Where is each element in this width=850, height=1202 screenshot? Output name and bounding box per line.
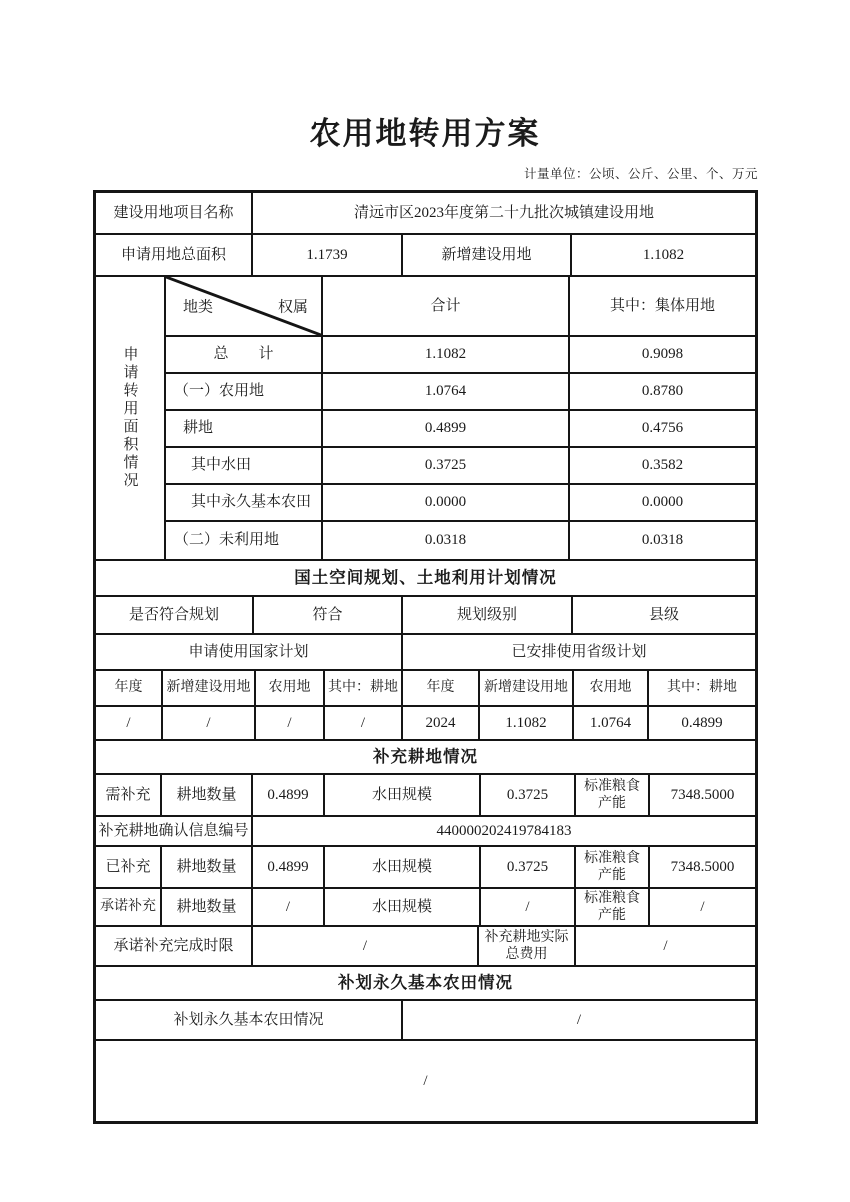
plan-year-values-row [96,707,755,741]
cultivated-header: 其中：耕地 [667,680,737,696]
confirmation-label: 补充耕地确认信息编号 [96,817,253,845]
row-total: 0.4899 [323,411,570,446]
transfer-side-label: 申请转用面积情况 [96,277,166,559]
row-label: 耕地 [166,411,323,446]
col-header-collective: 其中：集体用地 [609,297,715,314]
year-header: 年度 [96,671,163,705]
compliance-label: 是否符合规划 [96,597,254,633]
transfer-table [166,277,755,559]
diag-label-ownership: 权属 [277,299,308,316]
total-area-value: 1.1739 [253,235,403,275]
unit-note: 计量单位：公顷、公斤、公里、个、万元 [523,167,758,181]
year-header: 年度 [403,671,480,705]
row-total: 0.0318 [323,522,570,559]
row-total: 1.0764 [323,374,570,409]
deadline-label: 承诺补充完成时限 [96,927,253,965]
project-name-value: 清远市区2023年度第二十九批次城镇建设用地 [353,204,654,221]
project-name-label: 建设用地项目名称 [96,193,253,233]
transfer-row-unused [166,522,755,559]
row-collective: 0.9098 [641,346,684,363]
plan-level-value: 县级 [648,606,679,623]
paddy-value: 0.3725 [481,847,576,887]
plan-level-label: 规划级别 [403,597,573,633]
transfer-header-row [166,277,755,337]
transfer-row-cultivated [166,411,755,448]
transfer-row-grand-total [166,337,755,374]
new-construction-value: 1.1082 [642,246,685,263]
transfer-row-farmland [166,374,755,411]
capacity-label: 标准粮食产能 [576,775,650,815]
cultivated-header: 其中：耕地 [325,671,403,705]
row-name: 需补充 [96,775,162,815]
row-collective: 0.3582 [641,457,684,474]
cost-value: / [663,937,668,954]
row-label: 其中永久基本农田 [166,485,323,520]
supplement-completed-row [96,847,755,889]
capacity-value: 7348.5000 [670,858,735,875]
transfer-row-basic-farmland [166,485,755,522]
row-total: 0.3725 [323,448,570,483]
row-collective: 0.8780 [641,383,684,400]
farmland-header: 农用地 [256,671,325,705]
confirmation-number-row [96,817,755,847]
transfer-area-section [96,277,755,561]
planning-section-header-row [96,561,755,597]
supplement-needed-row [96,775,755,817]
new-construction-header: 新增建设用地 [480,671,574,705]
qty-value: 0.4899 [253,775,325,815]
capacity-value: / [700,898,705,915]
total-area-row [96,235,755,277]
compliance-row [96,597,755,635]
page-title: 农用地转用方案 [309,116,541,151]
cost-label: 补充耕地实际总费用 [479,927,576,965]
project-name-row [96,193,755,235]
supplement-section-header-row [96,741,755,775]
row-label: 其中水田 [166,448,323,483]
row-total: 1.1082 [323,337,570,372]
qty-value: / [253,889,325,925]
paddy-label: 水田规模 [325,847,481,887]
basic-farmland-label: 补划永久基本农田情况 [96,1001,403,1039]
planning-section-title: 国土空间规划、土地利用计划情况 [294,567,557,587]
paddy-value: / [481,889,576,925]
qty-label: 耕地数量 [162,775,253,815]
compliance-value: 符合 [254,597,403,633]
qty-label: 耕地数量 [162,847,253,887]
qty-label: 耕地数量 [162,889,253,925]
capacity-value: 7348.5000 [670,786,735,803]
remark-value: / [423,1072,428,1089]
basic-farmland-section-title: 补划永久基本农田情况 [338,972,513,992]
supplement-promised-row [96,889,755,927]
farmland-header: 农用地 [574,671,649,705]
deadline-cost-row [96,927,755,967]
row-collective: 0.0000 [641,494,684,511]
qty-value: 0.4899 [253,847,325,887]
basic-farmland-row [96,1001,755,1041]
basic-farmland-section-header-row [96,967,755,1001]
diag-label-landtype: 地类 [183,299,214,316]
new-construction-label: 新增建设用地 [403,235,572,275]
row-label: 总 计 [166,337,323,372]
basic-farmland-value: / [576,1011,582,1028]
provincial-plan-label: 已安排使用省级计划 [511,643,647,660]
remark-row [96,1041,755,1121]
capacity-label: 标准粮食产能 [576,889,650,925]
cultivated-value: 0.4899 [681,714,723,731]
capacity-label: 标准粮食产能 [576,847,650,887]
supplement-section-title: 补充耕地情况 [373,746,478,766]
col-header-total: 合计 [323,277,570,335]
deadline-value: / [253,927,479,965]
paddy-label: 水田规模 [325,775,481,815]
plan-year-header-row [96,671,755,707]
year-value: / [96,707,163,739]
year-value: 2024 [403,707,480,739]
new-construction-header: 新增建设用地 [163,671,256,705]
new-construction-value: / [163,707,256,739]
row-collective: 0.4756 [641,420,684,437]
row-collective: 0.0318 [641,532,684,549]
plan-type-row [96,635,755,671]
confirmation-value: 440000202419784183 [436,822,572,839]
diagonal-header-cell [166,277,323,335]
row-label: （二）未利用地 [166,522,323,559]
national-plan-label: 申请使用国家计划 [96,635,403,669]
farmland-value: / [256,707,325,739]
farmland-value: 1.0764 [574,707,649,739]
row-name: 承诺补充 [96,889,162,925]
new-construction-value: 1.1082 [480,707,574,739]
main-table [93,190,758,1124]
total-area-label: 申请用地总面积 [96,235,253,275]
cultivated-value: / [325,707,403,739]
row-total: 0.0000 [323,485,570,520]
transfer-row-paddy [166,448,755,485]
row-name: 已补充 [96,847,162,887]
paddy-value: 0.3725 [481,775,576,815]
row-label: （一）农用地 [166,374,323,409]
paddy-label: 水田规模 [325,889,481,925]
